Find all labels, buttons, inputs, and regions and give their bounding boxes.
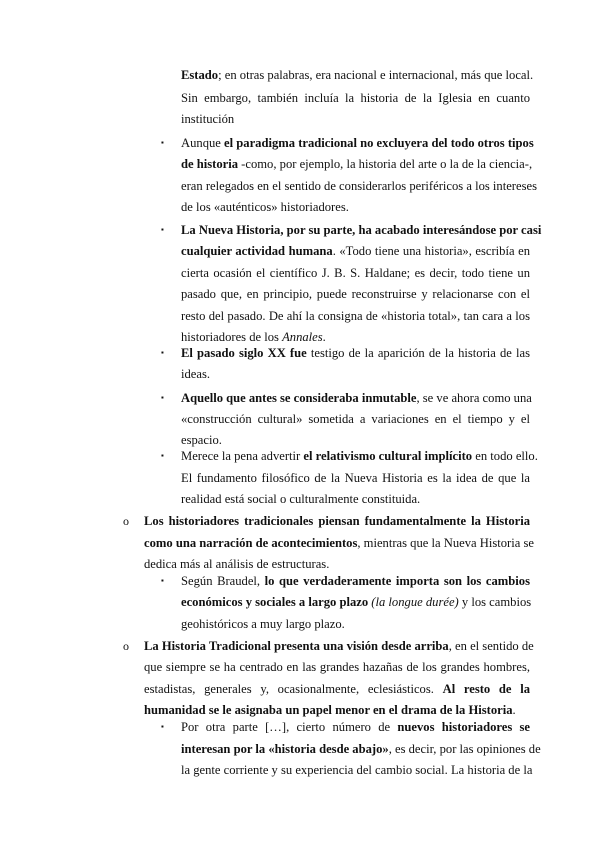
italic-text: (la longue durée) xyxy=(371,595,459,609)
text-run: ; en otras palabras, era nacional e internacional, más que local. xyxy=(218,68,534,82)
bold-text: lo que verdaderamente importa son los cambios xyxy=(264,574,530,588)
paragraph-line xyxy=(181,572,530,591)
paragraph-line xyxy=(144,637,534,656)
square-bullet-icon: ▪ xyxy=(161,576,164,585)
text-run: Merece la pena advertir xyxy=(181,449,304,463)
text-run: la gente corriente y su experiencia del cambio social. La historia de la xyxy=(181,763,533,777)
text-run: El fundamento filosófico de la Nueva Historia es la idea de que la xyxy=(181,471,530,485)
text-run: -como, por ejemplo, la historia del arte o la de la ciencia-, xyxy=(238,157,533,171)
paragraph-line xyxy=(181,110,530,129)
bold-text: de historia xyxy=(181,157,239,171)
square-bullet-icon: ▪ xyxy=(161,225,164,234)
paragraph-line xyxy=(181,718,530,737)
text-run: Según Braudel, xyxy=(181,574,265,588)
text-run: estadistas, generales y, ocasionalmente, eclesiásticos. xyxy=(144,682,443,696)
paragraph-line xyxy=(144,658,530,677)
text-run: . xyxy=(512,703,516,717)
paragraph-line xyxy=(181,365,530,384)
italic-text: Annales xyxy=(282,330,323,344)
text-run: dedica más al análisis de estructuras. xyxy=(144,557,330,571)
square-bullet-icon: ▪ xyxy=(161,393,164,402)
paragraph-line xyxy=(181,761,533,780)
paragraph-line xyxy=(181,177,537,196)
paragraph-line xyxy=(181,469,530,488)
paragraph-line xyxy=(144,512,530,531)
text-run: , mientras que la Nueva Historia se xyxy=(357,536,534,550)
bold-text: Los historiadores tradicionales piensan fundamentalmente la Historia xyxy=(144,514,530,528)
paragraph-line xyxy=(181,264,530,283)
paragraph-line xyxy=(181,307,530,326)
paragraph-line xyxy=(181,740,541,759)
text-run: , en el sentido de xyxy=(448,639,534,653)
text-run: resto del pasado. De ahí la consigna de «historia total», tan cara a los xyxy=(181,309,530,323)
paragraph-line xyxy=(181,89,530,108)
text-run: Por otra parte […], cierto número de xyxy=(181,720,398,734)
paragraph-line xyxy=(181,490,530,509)
bold-text: económicos y sociales a largo plazo xyxy=(181,595,369,609)
square-bullet-icon: ▪ xyxy=(161,451,164,460)
bold-text: Al resto de la xyxy=(442,682,530,696)
bold-text: interesan por la «historia desde abajo» xyxy=(181,742,389,756)
circle-bullet-icon: o xyxy=(123,639,129,653)
bold-text: Estado xyxy=(181,68,219,82)
text-run: realidad está social o culturalmente constituida. xyxy=(181,492,421,506)
text-run: que siempre se ha centrado en las grandes hazañas de los grandes hombres, xyxy=(144,660,530,674)
paragraph-line xyxy=(181,221,542,240)
text-run: Sin embargo, también incluía la historia de la Iglesia en cuanto xyxy=(181,91,530,105)
paragraph-line xyxy=(181,344,530,363)
paragraph-line xyxy=(181,389,530,408)
text-run: cierta ocasión el científico J. B. S. Haldane; es decir, todo tiene un xyxy=(181,266,530,280)
text-run: eran relegados en el sentido de considerarlos periféricos a los intereses xyxy=(181,179,537,193)
bold-text: como una narración de acontecimientos xyxy=(144,536,358,550)
paragraph-line xyxy=(144,534,534,553)
square-bullet-icon: ▪ xyxy=(161,722,164,731)
text-run: geohistóricos a muy largo plazo. xyxy=(181,617,345,631)
paragraph-line xyxy=(181,155,533,174)
bold-text: El pasado siglo XX fue xyxy=(181,346,307,360)
bold-text: La Nueva Historia, por su parte, ha acabado interesándose por casi xyxy=(181,223,542,237)
paragraph-line xyxy=(181,593,530,612)
text-run: espacio. xyxy=(181,433,222,447)
square-bullet-icon: ▪ xyxy=(161,138,164,147)
square-bullet-icon: ▪ xyxy=(161,348,164,357)
text-run: institución xyxy=(181,112,235,126)
text-run: ideas. xyxy=(181,367,211,381)
text-run: y los cambios xyxy=(458,595,532,609)
bold-text: el relativismo cultural implícito xyxy=(303,449,473,463)
bold-text: Aquello que antes se consideraba inmutable xyxy=(181,391,417,405)
text-run: «construcción cultural» sometida a variaciones en el tiempo y el xyxy=(181,412,530,426)
text-run: . xyxy=(322,330,326,344)
text-run: . «Todo tiene una historia», escribía en xyxy=(332,244,530,258)
paragraph-line xyxy=(181,242,530,261)
text-run: , es decir, por las opiniones de xyxy=(388,742,541,756)
paragraph-line xyxy=(181,410,530,429)
circle-bullet-icon: o xyxy=(123,514,129,528)
text-run: en todo ello. xyxy=(472,449,538,463)
bold-text: La Historia Tradicional presenta una visión desde arriba xyxy=(144,639,449,653)
text-run: Aunque xyxy=(181,136,225,150)
text-run: pasado que, en principio, puede reconstruirse y relacionarse con el xyxy=(181,287,530,301)
paragraph-line xyxy=(144,680,530,699)
paragraph-line xyxy=(181,66,534,85)
paragraph-line xyxy=(181,615,530,634)
bold-text: nuevos historiadores se xyxy=(397,720,530,734)
paragraph-line xyxy=(181,285,530,304)
bold-text: el paradigma tradicional no excluyera del todo otros tipos xyxy=(224,136,534,150)
text-run: testigo de la aparición de la historia de las xyxy=(306,346,531,360)
paragraph-line xyxy=(181,447,538,466)
paragraph-line xyxy=(181,198,530,217)
bold-text: humanidad se le asignaba un papel menor en el drama de la Historia xyxy=(144,703,513,717)
text-run: de los «auténticos» historiadores. xyxy=(181,200,349,214)
bold-text: cualquier actividad humana xyxy=(181,244,333,258)
text-run: historiadores de los xyxy=(181,330,283,344)
text-run: , se ve ahora como una xyxy=(416,391,532,405)
paragraph-line xyxy=(181,134,534,153)
